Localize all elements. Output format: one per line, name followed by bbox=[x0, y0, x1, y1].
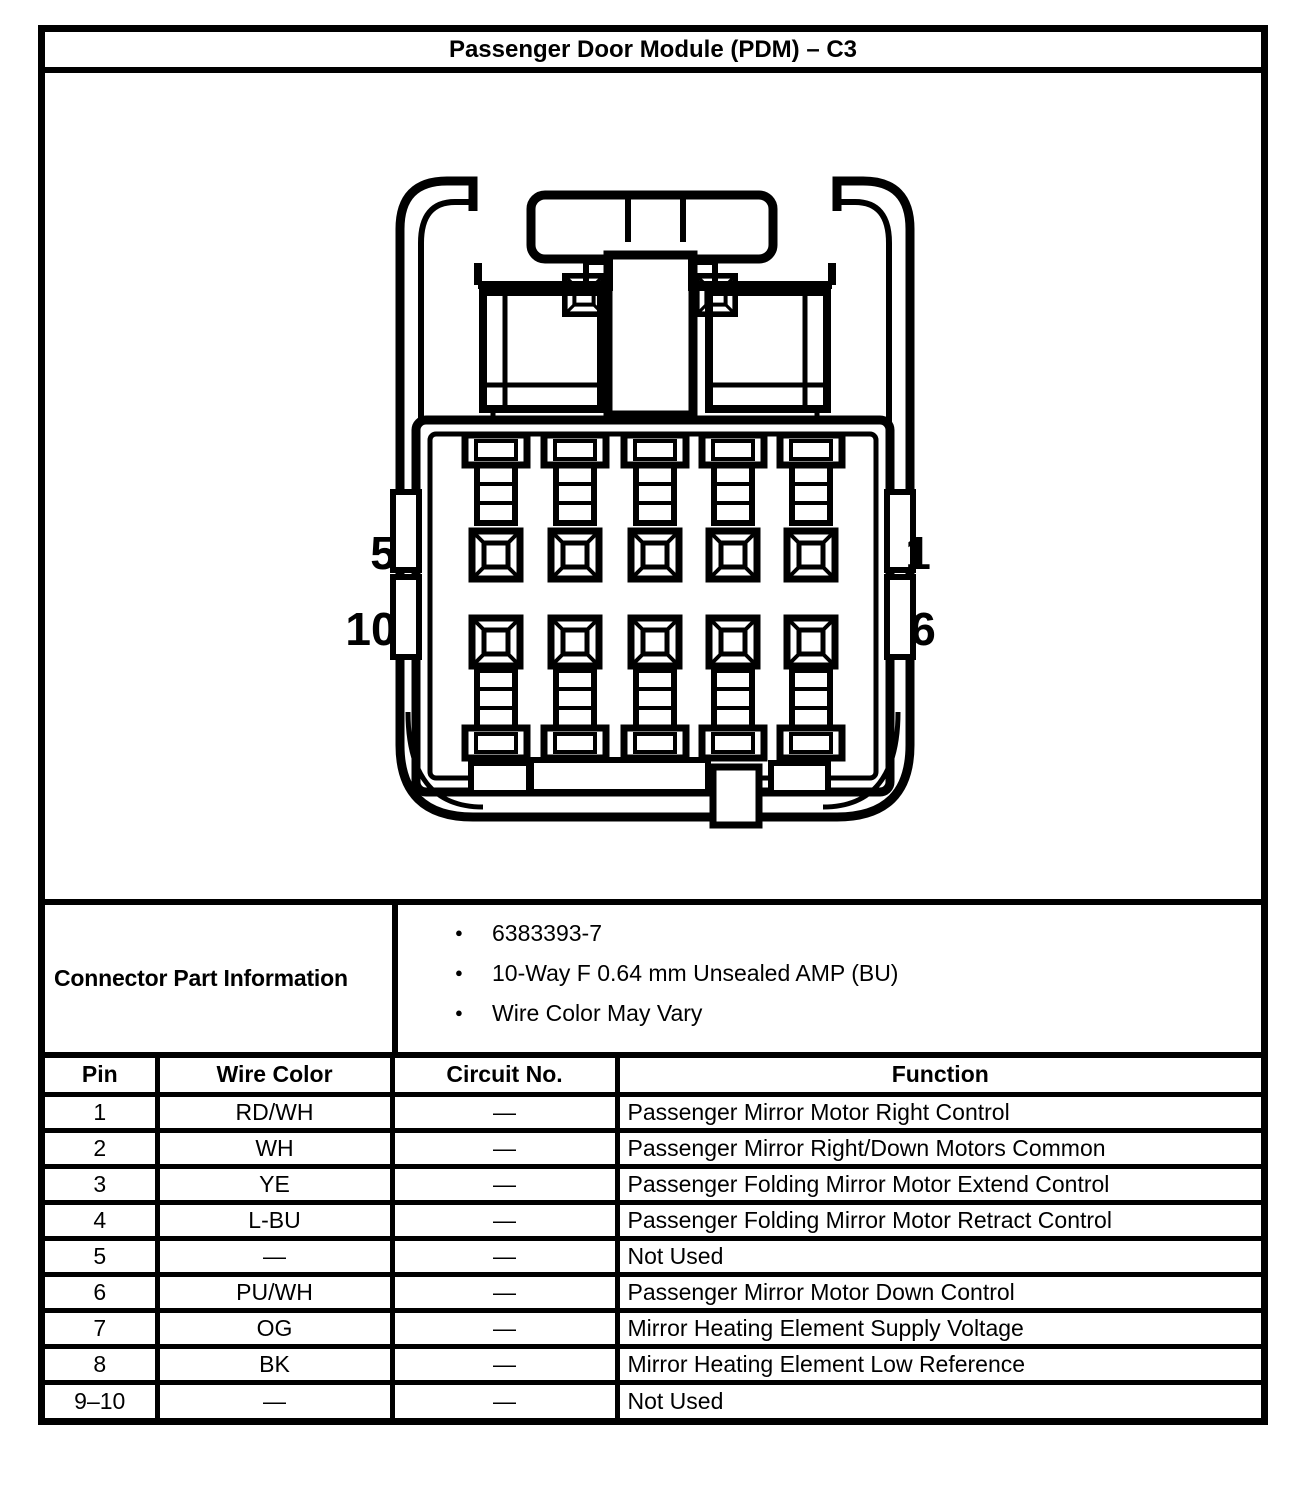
circuit-no-cell: — bbox=[392, 1238, 617, 1274]
connector-drawing bbox=[343, 167, 963, 832]
bullet-icon: ● bbox=[455, 965, 463, 980]
circuit-no-cell: — bbox=[392, 1202, 617, 1238]
function-cell: Passenger Mirror Motor Right Control bbox=[617, 1094, 1261, 1130]
bullet-icon: ● bbox=[455, 925, 463, 940]
pin-cell: 1 bbox=[45, 1094, 157, 1130]
circuit-no-cell: — bbox=[392, 1094, 617, 1130]
wire-color-cell: RD/WH bbox=[157, 1094, 392, 1130]
table-row bbox=[45, 1238, 1261, 1274]
pin-label-top-left: 5 bbox=[370, 527, 396, 579]
function-cell: Not Used bbox=[617, 1382, 1261, 1418]
table-row bbox=[45, 1202, 1261, 1238]
connector-type: 10-Way F 0.64 mm Unsealed AMP (BU) bbox=[492, 960, 899, 986]
list-item bbox=[398, 993, 1261, 1033]
pin-label-top-right: 1 bbox=[905, 527, 931, 579]
function-cell: Passenger Folding Mirror Motor Extend Control bbox=[617, 1166, 1261, 1202]
wire-color-cell: L-BU bbox=[157, 1202, 392, 1238]
connector-part-info-list bbox=[398, 905, 1261, 1033]
pin-cell: 4 bbox=[45, 1202, 157, 1238]
circuit-no-cell: — bbox=[392, 1382, 617, 1418]
table-row bbox=[45, 1130, 1261, 1166]
pin-cell: 8 bbox=[45, 1346, 157, 1382]
table-row bbox=[45, 1310, 1261, 1346]
pin-label-bottom-right: 6 bbox=[910, 603, 936, 655]
function-cell: Passenger Folding Mirror Motor Retract Control bbox=[617, 1202, 1261, 1238]
table-row bbox=[45, 1382, 1261, 1418]
circuit-no-cell: — bbox=[392, 1274, 617, 1310]
wire-color-note: Wire Color May Vary bbox=[492, 1000, 703, 1026]
circuit-no-cell: — bbox=[392, 1166, 617, 1202]
wire-color-cell: WH bbox=[157, 1130, 392, 1166]
column-header-wire-color: Wire Color bbox=[157, 1058, 392, 1094]
wire-color-cell: PU/WH bbox=[157, 1274, 392, 1310]
function-cell: Passenger Mirror Right/Down Motors Common bbox=[617, 1130, 1261, 1166]
pin-cell: 6 bbox=[45, 1274, 157, 1310]
list-item bbox=[398, 913, 1261, 953]
pin-cell: 3 bbox=[45, 1166, 157, 1202]
function-cell: Not Used bbox=[617, 1238, 1261, 1274]
pin-cell: 7 bbox=[45, 1310, 157, 1346]
circuit-no-cell: — bbox=[392, 1310, 617, 1346]
connector-part-information-label: Connector Part Information bbox=[45, 905, 398, 1052]
connector-part-information-details bbox=[398, 905, 1261, 1052]
connector-part-information-row bbox=[45, 905, 1261, 1058]
bullet-icon: ● bbox=[455, 1005, 463, 1020]
function-cell: Mirror Heating Element Low Reference bbox=[617, 1346, 1261, 1382]
pin-cell: 5 bbox=[45, 1238, 157, 1274]
page-title: Passenger Door Module (PDM) – C3 bbox=[45, 32, 1261, 73]
column-header-circuit-no: Circuit No. bbox=[392, 1058, 617, 1094]
column-header-pin: Pin bbox=[45, 1058, 157, 1094]
table-row bbox=[45, 1274, 1261, 1310]
circuit-no-cell: — bbox=[392, 1346, 617, 1382]
header-row bbox=[45, 1058, 1261, 1094]
connector-doc bbox=[38, 25, 1268, 1425]
pin-label-bottom-left: 10 bbox=[345, 603, 397, 655]
wire-color-cell: BK bbox=[157, 1346, 392, 1382]
function-cell: Mirror Heating Element Supply Voltage bbox=[617, 1310, 1261, 1346]
table-row bbox=[45, 1166, 1261, 1202]
wire-color-cell: — bbox=[157, 1382, 392, 1418]
column-header-function: Function bbox=[617, 1058, 1261, 1094]
circuit-no-cell: — bbox=[392, 1130, 617, 1166]
table-row bbox=[45, 1094, 1261, 1130]
function-cell: Passenger Mirror Motor Down Control bbox=[617, 1274, 1261, 1310]
table-row bbox=[45, 1346, 1261, 1382]
list-item bbox=[398, 953, 1261, 993]
part-number: 6383393-7 bbox=[492, 920, 602, 946]
pin-table bbox=[45, 1058, 1261, 1418]
wire-color-cell: YE bbox=[157, 1166, 392, 1202]
wire-color-cell: OG bbox=[157, 1310, 392, 1346]
wire-color-cell: — bbox=[157, 1238, 392, 1274]
pin-cell: 9–10 bbox=[45, 1382, 157, 1418]
connector-diagram-cell bbox=[45, 73, 1261, 905]
pin-cell: 2 bbox=[45, 1130, 157, 1166]
